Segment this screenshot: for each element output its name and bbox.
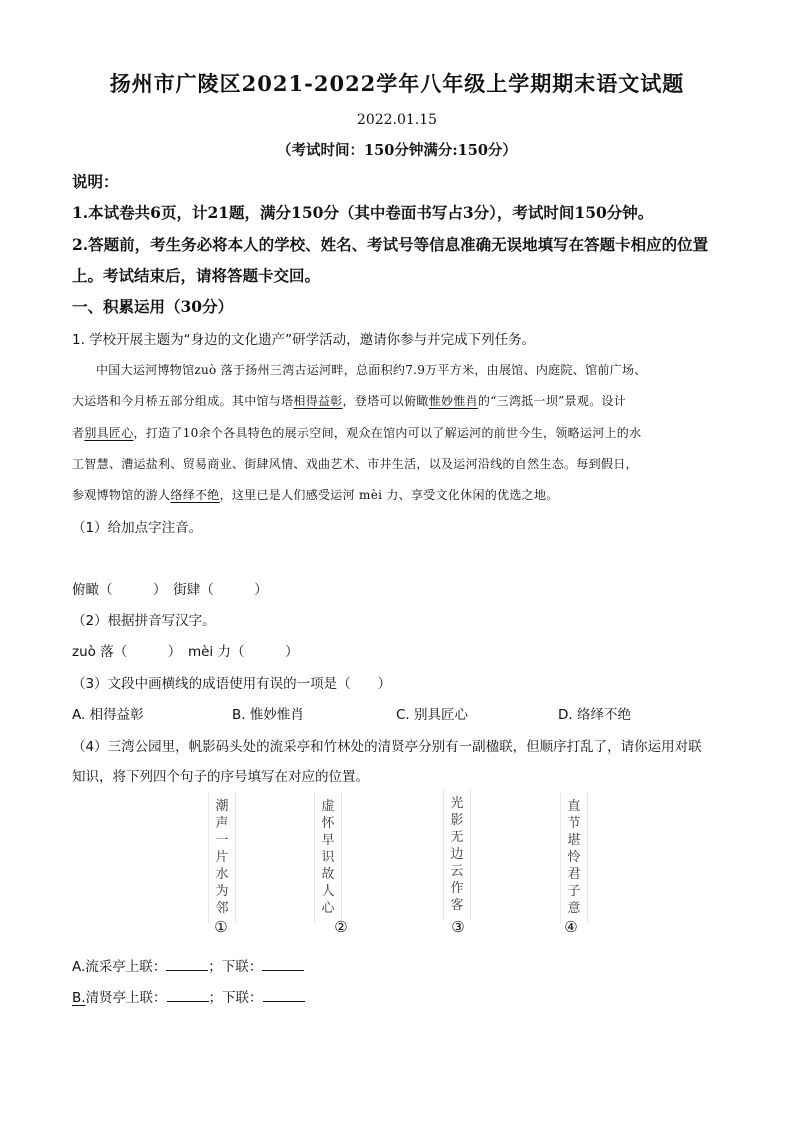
page-title: 扬州市广陵区2021-2022学年八年级上学期期末语文试题 <box>109 71 685 96</box>
passage-line-1: 中国大运河博物馆zuò 落于扬州三湾古运河畔，总面积约7.9万平方米，由展馆、内庭院、馆前广场、 <box>96 363 647 377</box>
couplet-character: 节 <box>567 816 581 831</box>
notes-heading: 说明： <box>72 172 119 191</box>
couplet-strip-2 <box>314 792 342 923</box>
couplet-character: 怜 <box>567 850 581 865</box>
couplet-character: 故 <box>321 867 335 882</box>
couplet-strip-3 <box>443 789 471 920</box>
answer-label: ；下联： <box>208 990 263 1006</box>
exam-date: 2022.01.15 <box>356 112 438 128</box>
couplet-character: 直 <box>567 799 581 814</box>
note-item-1: 1.本试卷共6页，计21题，满分150分（其中卷面书写占3分），考试时间150分钟。 <box>72 203 654 222</box>
passage-line-3 <box>72 424 641 441</box>
answer-label: 清贤亭上联： <box>85 990 167 1006</box>
answer-label: ；下联： <box>208 959 263 975</box>
passage-text: ，登塔可以俯瞰 <box>342 394 429 408</box>
couplet-character: 堪 <box>567 833 581 848</box>
couplet-character: 边 <box>450 847 464 862</box>
answer-prefix: B. <box>72 990 86 1006</box>
passage-text: 参观博物馆的游人 <box>72 488 171 502</box>
option-c: C. 别具匠心 <box>396 707 469 723</box>
couplet-character: 潮 <box>215 799 229 814</box>
couplet-character: 光 <box>450 796 464 811</box>
note-item-2-line2: 上。考试结束后，请将答题卡交回。 <box>72 266 321 285</box>
section-heading: 一、积累运用（30分） <box>72 297 234 316</box>
idiom-underlined: 惟妙惟肖 <box>428 394 478 408</box>
couplet-character: 客 <box>450 898 464 913</box>
answer-blank[interactable] <box>262 958 304 971</box>
couplet-character: 影 <box>450 813 464 828</box>
idiom-underlined: 络绎不绝 <box>170 488 220 502</box>
question-1-intro: 1. 学校开展主题为“身边的文化遗产”研学活动，邀请你参与并完成下列任务。 <box>72 332 536 348</box>
couplet-character: 一 <box>215 833 229 848</box>
couplet-number-1: ① <box>214 918 228 936</box>
subquestion-4-line1: （4）三湾公园里，帆影码头处的流采亭和竹林处的清贤亭分别有一副楹联，但顺序打乱了，请你运用对联 <box>72 739 702 755</box>
subquestion-2-items: zuò 落（ ） mèi 力（ ） <box>72 644 299 660</box>
couplet-character: 为 <box>215 884 229 899</box>
couplet-strip-1 <box>208 792 236 923</box>
passage-line-2 <box>72 392 626 409</box>
exam-time: （考试时间：150分钟满分:150分） <box>277 142 517 159</box>
idiom-underlined: 别具匠心 <box>84 426 134 440</box>
couplet-character: 识 <box>321 850 335 865</box>
passage-text: 的“三湾抵一坝”景观。设计 <box>477 394 627 408</box>
subquestion-4-line2: 知识，将下列四个句子的序号填写在对应的位置。 <box>72 769 369 785</box>
couplet-strip-4 <box>560 792 588 923</box>
couplet-character: 无 <box>450 830 464 845</box>
option-d: D. 络绎不绝 <box>558 707 631 723</box>
couplet-character: 君 <box>567 867 581 882</box>
passage-text: 者 <box>72 426 85 440</box>
passage-text: ，这里已是人们感受运河 mèi 力、享受文化休闲的优选之地。 <box>219 488 559 502</box>
couplet-character: 人 <box>321 884 335 899</box>
couplet-character: 虚 <box>321 799 335 814</box>
couplet-character: 片 <box>215 850 229 865</box>
couplet-number-4: ④ <box>564 918 578 936</box>
option-a: A. 相得益彰 <box>72 707 144 723</box>
answer-line-a <box>72 955 304 975</box>
answer-blank[interactable] <box>166 958 208 971</box>
couplet-number-2: ② <box>334 918 348 936</box>
answer-blank[interactable] <box>263 989 305 1002</box>
answer-label: A.流采亭上联： <box>72 959 167 975</box>
answer-blank[interactable] <box>167 989 209 1002</box>
couplet-character: 声 <box>215 816 229 831</box>
passage-line-5 <box>72 486 559 503</box>
note-item-2-line1: 2.答题前，考生务必将本人的学校、姓名、考试号等信息准确无误地填写在答题卡相应的位置 <box>72 235 709 254</box>
couplet-character: 云 <box>450 864 464 879</box>
couplet-character: 作 <box>450 881 464 896</box>
subquestion-2: （2）根据拼音写汉字。 <box>72 613 216 629</box>
couplet-number-3: ③ <box>451 918 465 936</box>
idiom-underlined: 相得益彰 <box>293 394 343 408</box>
couplet-character: 早 <box>321 833 335 848</box>
passage-text: 大运塔和今月桥五部分组成。其中馆与塔 <box>72 394 294 408</box>
subquestion-1-items: 俯瞰（ ） 街肆（ ） <box>72 582 268 598</box>
couplet-character: 水 <box>215 867 229 882</box>
couplet-character: 意 <box>567 901 581 916</box>
couplet-character: 怀 <box>321 816 335 831</box>
couplet-character: 子 <box>567 884 581 899</box>
subquestion-3: （3）文段中画横线的成语使用有误的一项是（ ） <box>72 676 392 692</box>
option-b: B. 惟妙惟肖 <box>232 707 304 723</box>
couplet-character: 邻 <box>215 901 229 916</box>
passage-text: ，打造了10余个各具特色的展示空间，观众在馆内可以了解运河的前世今生，领略运河上的水 <box>133 426 642 440</box>
couplet-character: 心 <box>321 901 335 916</box>
subquestion-1: （1）给加点字注音。 <box>72 520 203 536</box>
passage-line-4: 工智慧、漕运盐利、贸易商业、街肆风情、戏曲艺术、市井生活，以及运河沿线的自然生态。每到假日， <box>72 457 638 471</box>
answer-line-b <box>72 986 305 1006</box>
